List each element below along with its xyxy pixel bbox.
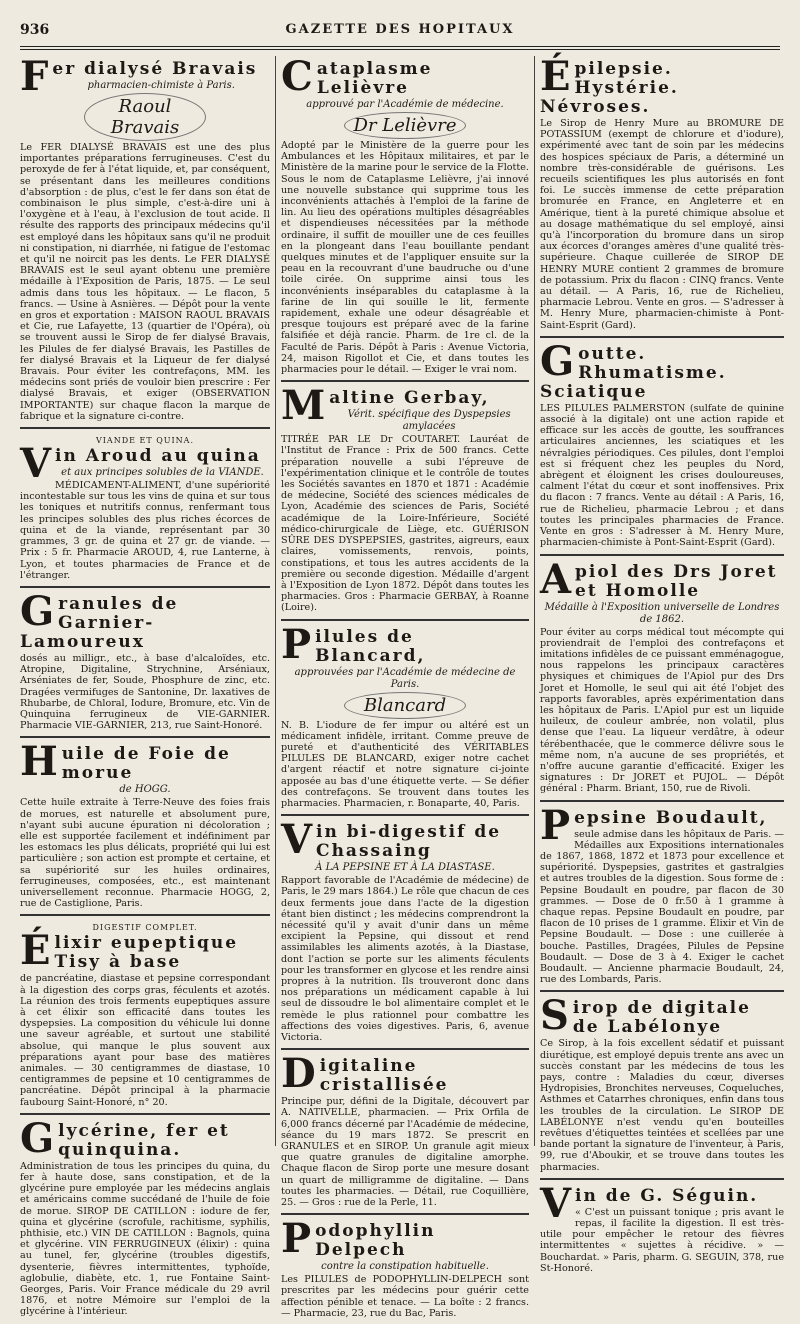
ad-title-text: odophyllin Delpech <box>315 1221 436 1261</box>
ad-title-text: ranules de Garnier-Lamoureux <box>20 593 179 652</box>
drop-cap: É <box>20 927 51 975</box>
ad-body: TITRÉE PAR LE Dr COUTARET. Lauréat de l'Institut de France : Prix de 500 francs. Cette préparation nouvelle a subi l'épreuve de l'expérimentation clinique et le contrôle de toutes les Sociétés savantes en 1870 et 1871 : Académie de médecine, Société des sciences médicales de Lyon, Académie des sciences de Paris, Société académique de la Loire-Inférieure, Société médico-chirurgicale de Liège, etc. GUÉRISON SÛRE DES DYSPEPSIES, gastrites, aigreurs, eaux claires, vomissements, renvois, points, constipations, et tous les autres accidents de la première ou seconde digestion. Médaille d'argent à l'Exposition de Lyon 1872. Dépôt dans toutes les pharmacies. Gros : Pharmacie GERBAY, à Roanne (Loire). <box>281 434 529 614</box>
advertisement <box>281 816 529 1050</box>
ad-title-text: piol des Drs Joret et Homolle <box>575 561 778 601</box>
ad-title <box>540 53 784 117</box>
signature: Blancard <box>344 692 466 719</box>
ad-subtitle: Médaille à l'Exposition universelle de Londres de 1862. <box>544 601 780 625</box>
drop-cap: V <box>281 816 313 864</box>
ad-title <box>281 620 529 668</box>
ad-title-text: igitaline cristallisée <box>319 1056 449 1096</box>
drop-cap: S <box>540 992 569 1040</box>
ad-title <box>281 816 529 864</box>
drop-cap: P <box>540 801 571 849</box>
header-rule <box>20 46 780 47</box>
ad-title <box>20 587 270 652</box>
ad-overline: VIANDE ET QUINA. <box>95 436 194 446</box>
ad-subtitle: Vérit. spécifique des Dyspepsies amylacées <box>347 409 511 433</box>
advertisement <box>20 587 270 738</box>
ad-title <box>540 555 784 603</box>
advertisement <box>540 555 784 802</box>
column-divider <box>275 56 276 1146</box>
column-1 <box>20 53 270 1318</box>
ad-title-text: uile de Foie de morue <box>61 744 231 784</box>
ad-title <box>540 801 784 849</box>
column-3 <box>540 53 784 1274</box>
ad-body: seule admise dans les hôpitaux de Paris. — Médailles aux Expositions internationales de 1867, 1868, 1872 et 1873 pour excellence et supériorité. Dyspepsies, gastrites et gastralgies et autres troubles de la digestion. Sous forme de : Pepsine Boudault en poudre, par flacon de 30 grammes. — Dose de 0 fr.50 à 1 gramme à chaque repas. Pepsine Boudault en poudre, par flacon de 10 prises de 1 gramme. Élixir et Vin de Pepsine Boudault. — Dose : une cuillerée à bouche. Pastilles, Dragées, Pilules de Pepsine Boudault. — Dose de 3 à 4. Exiger le cachet Boudault. — Ancienne pharmacie Boudault, 24, rue des Lombards, Paris. <box>540 828 784 986</box>
advertisement <box>281 1050 529 1215</box>
advertisement <box>540 1179 784 1279</box>
advertisement <box>281 382 529 620</box>
ad-overline: DIGESTIF COMPLET. <box>92 923 198 933</box>
ad-title-text: outte. Rhumatisme. Sciatique <box>540 343 727 402</box>
advertisement <box>540 992 784 1179</box>
page-number: 936 <box>20 22 50 38</box>
drop-cap: É <box>540 53 571 100</box>
drop-cap: V <box>540 1179 572 1227</box>
ad-title-text: lixir eupeptique Tisy à base <box>54 933 239 973</box>
ad-subtitle: et aux principes solubles de la VIANDE. <box>61 467 264 479</box>
drop-cap: A <box>540 555 572 603</box>
ad-body: Ce Sirop, à la fois excellent sédatif et puissant diurétique, est employé depuis trente ans avec un succès constant par les médecins de tous les pays, contre : Maladies du cœur, diverses Hydropisies, Bronchites nerveuses, Coqueluches, Asthmes et Catarrhes chroniques, enfin dans tous les troubles de la circulation. Le SIROP DE LABÉLONYE n'est vendu qu'en bouteilles revêtues d'étiquettes teintées et scellées par une bande portant la signature de l'inventeur, à Paris, 99, rue d'Aboukir, et se trouve dans toutes les pharmacies. <box>540 1038 784 1173</box>
ad-body: Le FER DIALYSÉ BRAVAIS est une des plus importantes préparations ferrugineuses. C'est du peroxyde de fer à l'état liquide, et, par conséquent, se présentant dans les meilleures conditions d'absorption : de plus, c'est le fer dans son état de combinaison le plus simple, c'est-à-dire uni à l'oxygène et à l'eau, à l'exclusion de tout acide. Il résulte des rapports des principaux médecins qu'il est employé dans les hôpitaux sans qu'il ne produit ni constipation, ni diarrhée, ni fatigue de l'estomac et qu'il ne noircit pas les dents. Le FER DIALYSÉ BRAVAIS est le seul ayant obtenu une première médaille à l'Exposition de Paris, 1875. — Le seul admis dans tous les hôpitaux. — Le flacon, 5 francs. — Usine à Asnières. — Dépôt pour la vente en gros et exportation : MAISON RAOUL BRAVAIS et Cie, rue Lafayette, 13 (quartier de l'Opéra), où se trouvent aussi le Sirop de fer dialysé Bravais, les Pilules de fer dialysé Bravais, les Pastilles de fer dialysé Bravais et la Liqueur de fer dialysé Bravais. Pour éviter les contrefaçons, MM. les médecins sont priés de vouloir bien prescrire : Fer dialysé Bravais, et exiger (OBSERVATION IMPORTANTE) sur chaque flacon la marque de fabrique et la signature ci-contre. <box>20 142 270 422</box>
ad-subtitle: contre la constipation habituelle. <box>321 1261 489 1273</box>
drop-cap: G <box>20 1114 55 1162</box>
ad-title <box>540 337 784 402</box>
ad-title-text: in Aroud au quina <box>55 446 261 467</box>
drop-cap: F <box>20 53 49 100</box>
drop-cap: P <box>281 1215 312 1263</box>
running-title: GAZETTE DES HOPITAUX <box>285 22 515 37</box>
ad-title-text: epsine Boudault, <box>574 807 768 828</box>
drop-cap: D <box>281 1050 316 1098</box>
advertisement <box>540 801 784 993</box>
advertisement <box>20 53 270 429</box>
advertisement <box>20 738 270 916</box>
header-rule-double <box>20 49 780 50</box>
ad-title <box>540 1179 784 1227</box>
signature: Raoul Bravais <box>84 93 206 141</box>
drop-cap: G <box>20 587 55 635</box>
ad-body: Pour éviter au corps médical tout mécompte qui proviendrait de l'emploi des contrefaçons et imitations infidèles de ce puissant emménagogue, nous rappelons les principaux caractères physiques et chimiques de l'Apiol pur des Drs Joret et Homolle, le seul qui ait été l'objet des rapports favorables, après expérimentation dans les hôpitaux de Paris. L'Apiol pur est un liquide huileux, de couleur ambrée, non volatil, plus dense que l'eau. La liqueur verdâtre, à odeur térébenthacée, que le commerce délivre sous le même nom, n'a aucune de ses propriétés, et n'offre aucune garantie d'efficacité. Exiger les signatures : Dr JORET et PUJOL. — Dépôt général : Pharm. Briant, 150, rue de Rivoli. <box>540 626 784 795</box>
ad-body: MÉDICAMENT-ALIMENT, d'une supériorité incontestable sur tous les vins de quina et sur tous les toniques et nutritifs connus, renfermant tous les principes solubles des plus riches écorces de quina et de la viande, représentant par 30 grammes, 3 gr. de quina et 27 gr. de viande. — Prix : 5 fr. Pharmacie AROUD, 4, rue Lanterne, à Lyon, et toutes pharmacies de France et de l'étranger. <box>20 480 270 581</box>
drop-cap: C <box>281 53 313 100</box>
ad-title <box>281 53 529 100</box>
ad-subtitle: À LA PEPSINE ET À LA DIASTASE. <box>315 862 495 874</box>
drop-cap: P <box>281 620 312 668</box>
advertisement <box>20 1114 270 1323</box>
advertisement <box>281 1215 529 1324</box>
ad-subtitle: de HOGG. <box>119 784 171 796</box>
ad-body: « C'est un puissant tonique ; pris avant le repas, il facilite la digestion. Il est très-utile pour empêcher le retour des fièvres intermittentes « sujettes à récidive. » — Bouchardat. » Paris, pharm. G. SEGUIN, 378, rue St-Honoré. <box>540 1206 784 1274</box>
ad-title-text: in bi-digestif de Chassaing <box>316 822 502 862</box>
ad-body: Adopté par le Ministère de la guerre pour les Ambulances et les Hôpitaux militaires, et par le Ministère de la marine pour le service de la Flotte. Sous le nom de Cataplasme Lelièvre, j'ai innové une nouvelle substance qui supprime tous les inconvénients attachés à l'emploi de la farine de lin. Au lieu des opérations multiples désagréables et dispendieuses nécessitées par la méthode ordinaire, il suffit de mouiller une de ces feuilles en la plongeant dans l'eau bouillante pendant quelques minutes et de l'appliquer ensuite sur la peau en la recouvrant d'une baudruche ou d'une toile cirée. On supprime ainsi tous les inconvénients inséparables du cataplasme à la farine de lin qui souille le lit, fermente rapidement, exhale une odeur désagréable et presque toujours est préparé avec de la farine falsifiée et déjà rancie. Pharm. de 1re cl. de la Faculté de Paris. Dépôt à Paris : Avenue Victoria, 24, maison Rigollot et Cie, et dans toutes les pharmacies pour le détail. — Exiger le vrai nom. <box>281 140 529 376</box>
ad-title <box>281 1215 529 1263</box>
ad-title-text: irop de digitale de Labélonye <box>572 998 751 1038</box>
ad-body: N. B. L'iodure de fer impur ou altéré est un médicament infidèle, irritant. Comme preuve de pureté et d'authenticité des VÉRITABLES PILULES DE BLANCARD, exiger notre cachet d'argent réactif et notre signature ci-jointe apposée au bas d'une étiquette verte. — Se défier des contrefaçons. Se trouvent dans toutes les pharmacies. Pharmacien, r. Bonaparte, 40, Paris. <box>281 719 529 809</box>
page-header <box>20 22 780 42</box>
ad-title-text: ataplasme Lelièvre <box>316 59 433 98</box>
column-divider <box>534 56 535 1146</box>
advertisement <box>20 434 270 588</box>
ad-subtitle: approuvées par l'Académie de médecine de Paris. <box>294 666 516 690</box>
ad-body: de pancréatine, diastase et pepsine correspondant à la digestion des corps gras, féculents et azotés. La réunion des trois ferments eupeptiques assure à cet élixir son efficacité dans toutes les dyspepsies. La composition du véhicule lui donne une saveur agréable, et surtout une stabilité absolue, qui manque le plus souvent aux préparations ayant pour base des matières animales. — 30 centigrammes de diastase, 10 centigrammes de pepsine et 10 centigrammes de pancréatine. Dépôt principal à la pharmacie faubourg Saint-Honoré, n° 20. <box>20 973 270 1108</box>
ad-title-text: in de G. Séguin. <box>575 1185 759 1206</box>
ad-title <box>281 1050 529 1098</box>
ad-subtitle: approuvé par l'Académie de médecine. <box>306 99 504 110</box>
ad-title <box>20 1114 270 1162</box>
advertisement <box>20 921 270 1114</box>
ad-body: Les PILULES de PODOPHYLLIN-DELPECH sont prescrites par les médecins pour guérir cette affection pénible et tenace. — La boîte : 2 francs. — Pharmacie, 23, rue du Bac, Paris. <box>281 1274 529 1319</box>
drop-cap: H <box>20 738 58 786</box>
ad-title-text: ilules de Blancard, <box>315 626 426 666</box>
ad-title-text: er dialysé Bravais <box>52 59 258 79</box>
drop-cap: G <box>540 337 575 385</box>
ad-body: Administration de tous les principes du quina, du fer à haute dose, sans constipation, et de la glycérine pure employée par les médecins anglais et américains comme succédané de l'huile de foie de morue. SIROP DE CATILLON : iodure de fer, quina et glycérine (scrofule, rachitisme, syphilis, phthisie, etc.) VIN DE CATILLON : Bagnols, quina et glycérine. VIN FERRUGINEUX (élixir) : quina au tunel, fer, glycérine (troubles digestifs, dysenterie, fièvres intermittentes, typhoïde, aglobulie, diabète, etc. 1, rue Fontaine Saint-Georges, Paris. Voir France médicale du 29 avril 1876, et notre Mémoire sur l'emploi de la glycérine à l'intérieur. <box>20 1160 270 1318</box>
ad-body: LES PILULES PALMERSTON (sulfate de quinine associé à la digitale) ont une action rapide et efficace sur les accès de goutte, les souffrances articulaires anciennes, les sciatiques et les névralgies périodiques. Ces pilules, dont l'emploi est si fréquent chez les peuples du Nord, abrègent et éloignent les crises douloureuses, calment l'état du cœur et sont inoffensives. Prix du flacon : 7 francs. Vente au détail : A Paris, 16, rue de Richelieu, pharmacie Lebrou ; et dans toutes les principales pharmacies de France. Vente en gros : S'adresser à M. Henry Mure, pharmacien-chimiste à Pont-Saint-Esprit (Gard). <box>540 402 784 549</box>
column-2 <box>281 53 529 1319</box>
advertisement <box>540 53 784 338</box>
ad-subtitle: pharmacien-chimiste à Paris. <box>87 80 235 91</box>
ad-title <box>20 738 270 786</box>
ad-title <box>540 992 784 1040</box>
advertisement <box>281 53 529 382</box>
ad-body: dosés au milligr., etc., à base d'alcaloïdes, etc. Atropine, Digitaline, Strychnine, Arséniaux, Arséniates de fer, Soude, Phosphure de zinc, etc. Dragées vermifuges de Santonine, Dr. laxatives de Rhubarbe, de Chloral, Iodure, Bromure, etc. Vin de Quinquina ferrugineux de VIE-GARNIER. Pharmacie VIE-GARNIER, 213, rue Saint-Honoré. <box>20 652 270 732</box>
ad-body: Principe pur, défini de la Digitale, découvert par A. NATIVELLE, pharmacien. — Prix Orfila de 6,000 francs décerné par l'Académie de médecine, séance du 19 mars 1872. Se prescrit en GRANULES et en SIROP. Un granule agit mieux que quatre granules de digitaline amorphe. Chaque flacon de Sirop porte une mesure dosant un quart de milligramme de digitaline. — Dans toutes les pharmacies. — Détail, rue Coquillière, 25. — Gros : rue de la Perle, 11. <box>281 1096 529 1209</box>
ad-title-text: altine Gerbay, <box>329 388 490 409</box>
ad-title-text: lycérine, fer et quinquina. <box>58 1120 230 1160</box>
signature: Dr Lelièvre <box>344 112 466 139</box>
drop-cap: V <box>20 440 52 488</box>
ad-body: Cette huile extraite à Terre-Neuve des foies frais de morues, est naturelle et absolument pure, n'ayant subi aucune épuration ni décoloration ; elle est supportée facilement et indéfiniment par les estomacs les plus délicats, propriété qui lui est particulière ; son action est prompte et certaine, et sa supériorité sur les huiles ordinaires, ferrugineuses, composées, etc., est maintenant universellement reconnue. Pharmacie HOGG, 2, rue de Castiglione, Paris. <box>20 797 270 910</box>
advertisement <box>281 620 529 817</box>
ad-title-text: pilepsie. Hystérie. Névroses. <box>540 59 679 117</box>
ad-body: Le Sirop de Henry Mure au BROMURE DE POTASSIUM (exempt de chlorure et d'iodure), expérimenté avec tant de soin par les médecins des hospices spéciaux de Paris, a déterminé un nombre très-considérable de guérisons. Les recueils scientifiques les plus autorisés en font foi. Le succès immense de cette préparation bromurée en France, en Angleterre et en Amérique, tient à la pureté chimique absolue et au dosage mathématique du sel employé, ainsi qu'à l'incorporation du bromure dans un sirop aux écorces d'oranges amères d'une qualité très-supérieure. Chaque cuillerée de SIROP DE HENRY MURE contient 2 grammes de bromure de potassium. Prix du flacon : CINQ francs. Vente au détail. — A Paris, 16, rue de Richelieu, pharmacie Lebrou. Vente en gros. — S'adresser à M. Henry Mure, pharmacien-chimiste à Pont-Saint-Esprit (Gard). <box>540 118 784 331</box>
drop-cap: M <box>281 382 326 430</box>
advertisement <box>540 337 784 556</box>
ad-body: Rapport favorable de l'Académie de médecine) de Paris, le 29 mars 1864.) Le rôle que chacun de ces deux ferments joue dans l'acte de la digestion étant bien distinct ; les médecins comprendront la nécessité qu'il y avait d'unir dans un même excipient la Pepsine, qui dissout et rend assimilables les aliments azotés, à la Diastase, dont l'action se porte sur les aliments féculents pour les transformer en glycose et les rendre ainsi propres à la nutrition. Ils trouveront donc dans nos préparations un médicament capable à lui seul de dissoudre le bol alimentaire complet et le remède le plus rationnel pour combattre les affections des voies digestives. Paris, 6, avenue Victoria. <box>281 875 529 1043</box>
